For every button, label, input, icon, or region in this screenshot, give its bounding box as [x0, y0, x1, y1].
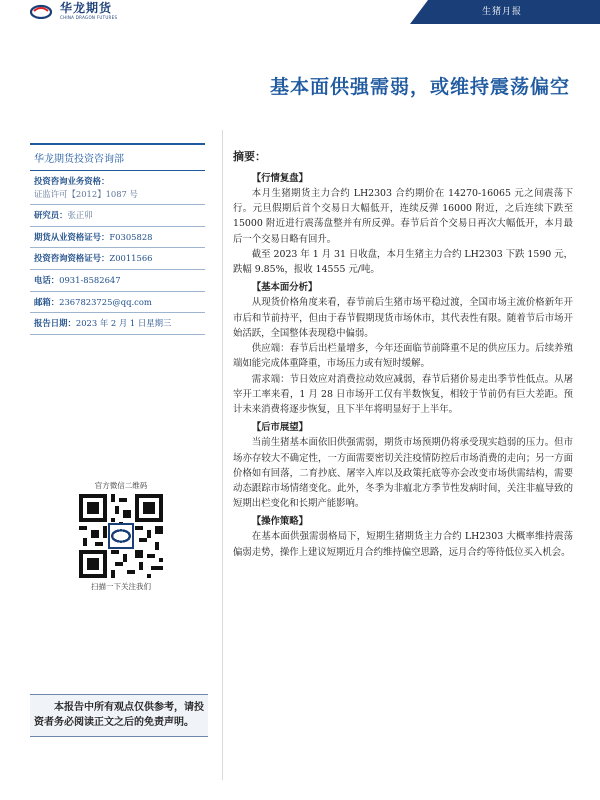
logo-english-name: CHINA DRAGON FUTURES [60, 15, 118, 20]
email-row [30, 292, 205, 314]
paragraph-market-review-1: 本月生猪期货主力合约 LH2303 合约期价在 14270-16065 元之间震荡下行。元旦假期后首个交易日大幅低开，连续反弹 16000 附近，之后连续下跌至 15000 附近进行震荡盘整并有所反弹。春节后首个交易日再次大幅低开，本月最后一个交易日略有回升。 [233, 188, 573, 245]
consult-cert-number: Z0011566 [109, 253, 153, 264]
paragraph-supply: 供应端：春节后出栏量增多，今年还面临节前降重不足的供应压力。后续养殖端如能完成体重降重，市场压力或有短时缓解。 [233, 343, 573, 370]
abstract-heading: 摘要： [233, 150, 266, 163]
phone-label: 电话： [34, 275, 60, 286]
qualification-value: 证监许可【2012】1087 号 [34, 188, 138, 199]
disclaimer-box [30, 694, 208, 737]
consult-cert-label: 投资咨询资格证号： [34, 253, 110, 264]
futures-cert-label: 期货从业资格证号： [34, 231, 110, 242]
section-heading-strategy: 【操作策略】 [251, 516, 309, 528]
report-date: 2023 年 2 月 1 日星期三 [75, 318, 172, 329]
paragraph-outlook: 当前生猪基本面依旧供强需弱，期货市场预期仍将承受现实趋弱的压力。但市场亦存较大不确定性，一方面需要密切关注疫情防控后市场消费的走向；另一方面价格如有回落，二育抄底、屠宰入库以及政策托底等亦会改变市场供需结构，需要动态跟踪市场情绪变化。此外，冬季为非瘟北方季节性发病时间，关注非瘟导致的短期出栏变化和长期产能影响。 [233, 437, 573, 510]
paragraph-market-review-2: 截至 2023 年 1 月 31 日收盘，本月生猪主力合约 LH2303 下跌 1590 元，跌幅 9.85%，报收 14555 元/吨。 [233, 248, 573, 276]
company-logo [30, 0, 117, 22]
wechat-qr-block [66, 480, 176, 610]
consult-cert-row [30, 248, 205, 270]
report-type-label: 生猪月报 [482, 7, 523, 17]
futures-cert-number: F0305828 [109, 231, 153, 242]
report-abstract [233, 148, 573, 560]
paragraph-spot-price: 从现货价格角度来看，春节前后生猪市场平稳过渡，全国市场主流价格新年开市后和节前持平，但由于春节假期现货市场休市，其代表性有限。随着节后市场开始活跃，全国整体表现稳中偏弱。 [233, 297, 573, 339]
section-heading-market-review: 【行情复盘】 [251, 173, 309, 184]
futures-cert-row [30, 227, 205, 249]
email-address[interactable]: 2367823725@qq.com [59, 296, 152, 307]
disclaimer-text: 本报告中所有观点仅供参考，请投资者务必阅读正文之后的免责声明。 [34, 702, 204, 728]
phone-number: 0931-8582647 [59, 275, 121, 286]
phone-row [30, 270, 205, 292]
department-name: 华龙期货投资咨询部 [30, 143, 205, 171]
dragon-logo-icon [30, 3, 52, 19]
column-divider [222, 130, 223, 780]
analyst-info-panel [30, 143, 205, 335]
qualification-row [30, 171, 205, 205]
qualification-label: 投资咨询业务资格： [34, 176, 110, 186]
report-date-label: 报告日期： [34, 318, 76, 329]
researcher-row [30, 205, 205, 227]
logo-chinese-name: 华龙期货 [60, 1, 113, 15]
report-date-row [30, 313, 205, 335]
section-heading-fundamentals: 【基本面分析】 [251, 282, 318, 294]
paragraph-demand: 需求端：节日效应对消费拉动效应减弱，春节后猪价易走出季节性低点。从屠宰开工率来看，1 月 28 日市场开工仅有半数恢复，相较于节前仍有巨大差距。预计未来消费将逐步恢复，且下半年将明显好于上半年。 [233, 373, 573, 416]
section-heading-outlook: 【后市展望】 [251, 422, 309, 434]
qr-code-icon [79, 494, 163, 578]
qr-caption-bottom: 扫描一下关注我们 [91, 582, 151, 591]
report-title: 基本面供强需弱，或维持震荡偏空 [269, 76, 570, 98]
page-header [0, 0, 600, 30]
researcher-name: 张正卯 [67, 210, 93, 221]
researcher-label: 研究员： [34, 210, 68, 221]
paragraph-strategy: 在基本面供强需弱格局下，短期生猪期货主力合约 LH2303 大概率维持震荡偏弱走势，操作上建议短期近月合约维持偏空思路，远月合约等待低位买入机会。 [233, 531, 573, 558]
qr-caption-top: 官方微信二维码 [94, 481, 148, 490]
email-label: 邮箱： [34, 296, 60, 307]
